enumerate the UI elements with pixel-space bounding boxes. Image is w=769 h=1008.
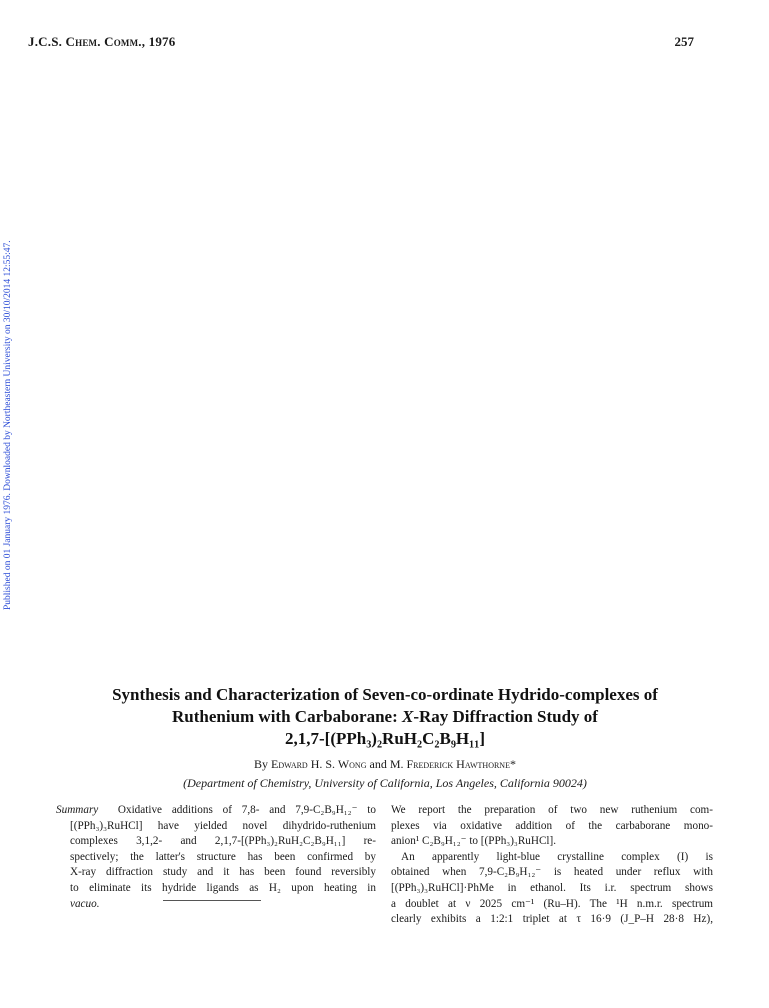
body-line-1: We report the preparation of two new ruthenium com- [391, 804, 713, 816]
summary-line-6: to eliminate its hydride ligands as H₂ upon heating in [70, 881, 376, 894]
author-1: Edward H. S. Wong [271, 757, 367, 771]
body-line-5: obtained when 7,9-C₂B₉H₁₂⁻ is heated under reflux with [391, 866, 713, 879]
body-line-2: plexes via oxidative addition of the carbaborane mono- [391, 819, 713, 832]
title-line-3: 2,1,7-[(PPh₃)₂RuH₂C₂B₉H₁₁] [285, 729, 485, 748]
article-title [80, 684, 690, 750]
page-number: 257 [674, 34, 694, 49]
summary-line-5: X-ray diffraction study and it has been found reversibly [70, 866, 376, 879]
summary-divider [163, 900, 261, 901]
title-line-2 [80, 706, 690, 728]
body-column [391, 803, 713, 928]
title-line-1: Synthesis and Characterization of Seven-co-ordinate Hydrido-complexes of [112, 685, 658, 704]
journal-prefix: J.C.S. [28, 34, 63, 49]
body-line-8: clearly exhibits a 1:2:1 triplet at τ 16·9 (J_P–H 28·8 Hz), [391, 913, 713, 926]
author-line [100, 757, 670, 772]
journal-name: Chem. Comm. [65, 34, 142, 49]
journal-year: , 1976 [141, 34, 176, 49]
summary-label: Summary [56, 804, 99, 816]
summary-line-7: vacuo. [70, 897, 100, 910]
summary-line-2: [(PPh₃)₃RuHCl] have yielded novel dihydrido-ruthenium [70, 819, 376, 832]
body-line-4: An apparently light-blue crystalline complex (I) is [401, 850, 713, 863]
by-label: By [254, 757, 269, 771]
body-line-6: [(PPh₃)₃RuHCl]·PhMe in ethanol. Its i.r. spectrum shows [391, 881, 713, 894]
title-line-2a: Ruthenium with Carbaborane: [172, 707, 402, 726]
body-line-3: anion¹ C₂B₉H₁₂⁻ to [(PPh₃)₃RuHCl]. [391, 835, 557, 848]
author-2: M. Frederick Hawthorne* [389, 757, 516, 771]
summary-line-4: spectively; the latter's structure has been confirmed by [70, 850, 376, 863]
summary-line-1: Summary Oxidative additions of 7,8- and 7,9-C₂B₉H₁₂⁻ to [56, 804, 376, 816]
summary-column [56, 803, 376, 912]
running-header [28, 34, 175, 50]
body-line-7: a doublet at ν 2025 cm⁻¹ (Ru–H). The ¹H n.m.r. spectrum [391, 897, 713, 910]
affiliation: (Department of Chemistry, University of California, Los Angeles, California 90024) [183, 776, 587, 790]
title-line-2b: X [402, 707, 414, 726]
title-line-2c: -Ray Diffraction Study of [413, 707, 598, 726]
summary-line-3: complexes 3,1,2- and 2,1,7-[(PPh₃)₂RuH₂C₂B₉H₁₁] re- [70, 835, 376, 848]
publication-notice[interactable]: Published on 01 January 1976. Downloaded by Northeastern University on 30/10/2014 12:55:47. [3, 240, 13, 610]
and-label: and [369, 757, 387, 771]
